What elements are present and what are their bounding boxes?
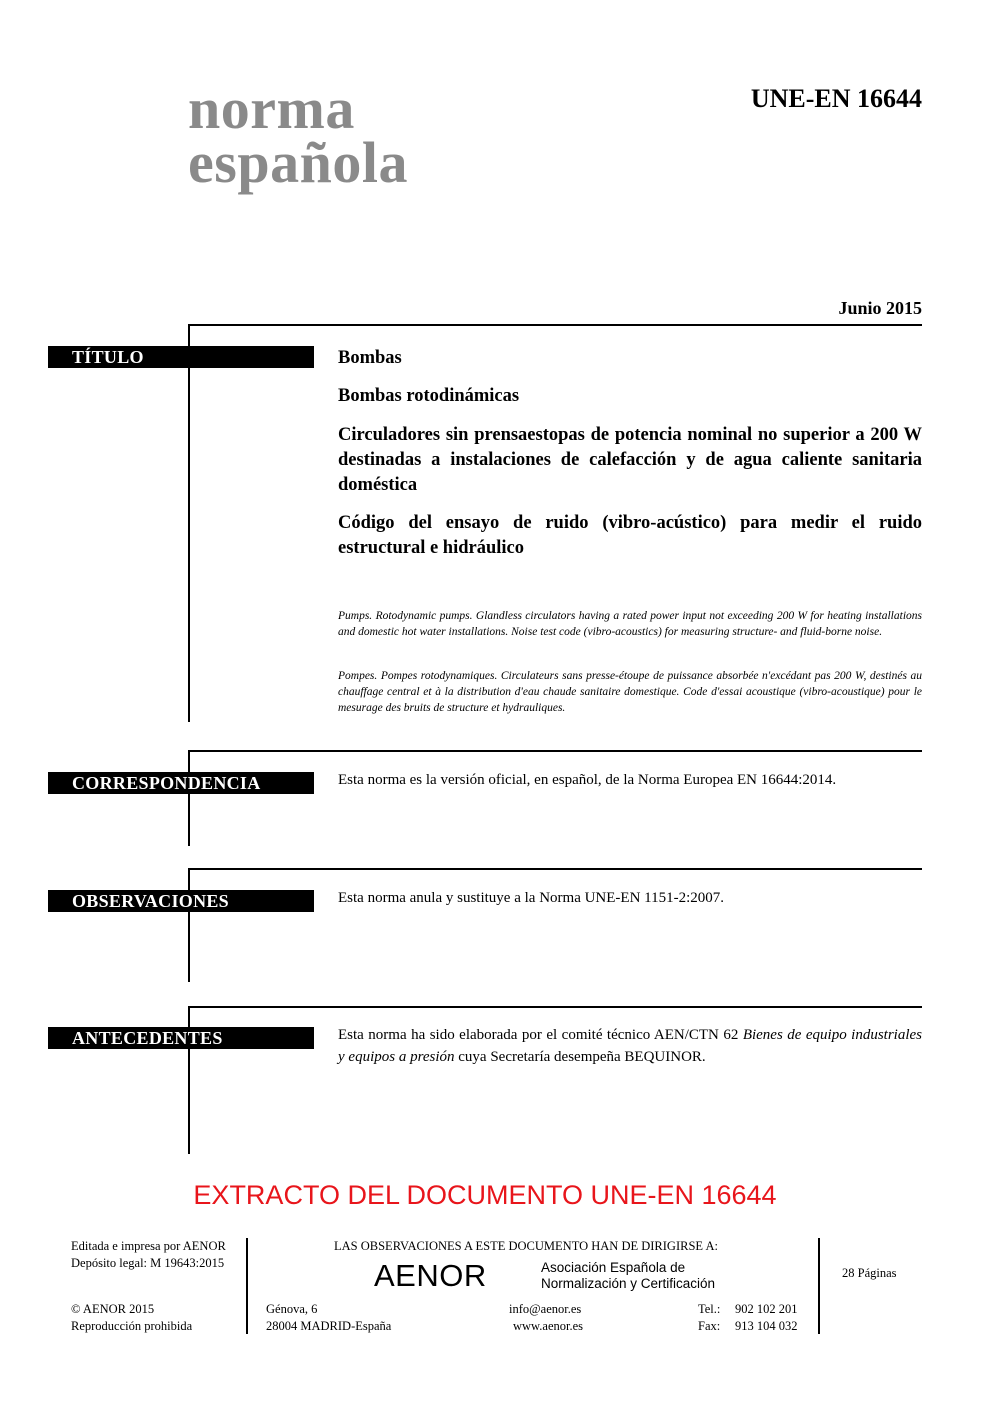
correspondencia-side-rule bbox=[188, 750, 190, 846]
footer-publisher bbox=[71, 1238, 226, 1272]
address-line-2: 28004 MADRID-España bbox=[266, 1319, 392, 1333]
brand-title bbox=[188, 76, 408, 195]
title-line-4: Código del ensayo de ruido (vibro-acústico) para medir el ruido estructural e hidráulico bbox=[338, 513, 922, 558]
antecedentes-text-part-1: Esta norma ha sido elaborada por el comité técnico AEN/CTN 62 bbox=[338, 1027, 743, 1043]
antecedentes-text-italic: Bienes de equipo industriales y equipos a presión bbox=[338, 1027, 923, 1065]
title-english: Pumps. Rotodynamic pumps. Glandless circulators having a rated power input not exceeding 200 W for heating installations and domestic hot water installations. Noise test code (vibro-acoustics) for measuring structure- and fluid-borne noise. bbox=[338, 610, 922, 638]
aenor-logo: AENOR bbox=[374, 1258, 487, 1293]
standard-code: UNE-EN 16644 bbox=[750, 84, 922, 113]
footer-copyright: © AENOR 2015 bbox=[71, 1302, 155, 1316]
brand-line-1: norma bbox=[188, 76, 355, 141]
observaciones-side-rule bbox=[188, 868, 190, 982]
assoc-line-2: Normalización y Certificación bbox=[541, 1276, 716, 1291]
antecedentes-text-part-2: cuya Secretaría desempeña BEQUINOR. bbox=[454, 1049, 706, 1065]
fax-label: Fax: bbox=[698, 1319, 721, 1333]
footer-reproduction: Reproducción prohibida bbox=[71, 1319, 193, 1333]
aenor-association bbox=[541, 1260, 715, 1292]
footer-edited: Editada e impresa por AENOR bbox=[71, 1239, 226, 1253]
tel-number: 902 102 201 bbox=[735, 1302, 798, 1316]
observaciones-label: OBSERVACIONES bbox=[48, 890, 314, 912]
tel-label: Tel.: bbox=[698, 1302, 721, 1316]
observaciones-top-rule bbox=[188, 868, 922, 870]
footer-divider-right bbox=[818, 1238, 820, 1334]
page-count: 28 Páginas bbox=[842, 1266, 897, 1280]
footer-contact bbox=[509, 1301, 583, 1335]
antecedentes-top-rule bbox=[188, 1006, 922, 1008]
footer-phone-numbers bbox=[735, 1301, 798, 1335]
antecedentes-text bbox=[338, 1024, 922, 1068]
publication-date: Junio 2015 bbox=[838, 298, 922, 318]
footer-email[interactable]: info@aenor.es bbox=[509, 1302, 582, 1316]
titulo-top-rule bbox=[188, 324, 922, 326]
brand-line-2: española bbox=[188, 130, 408, 195]
footer-observations-notice: LAS OBSERVACIONES A ESTE DOCUMENTO HAN DE DIRIGIRSE A: bbox=[334, 1239, 718, 1253]
title-line-1: Bombas bbox=[338, 348, 402, 368]
footer-divider-left bbox=[246, 1238, 248, 1334]
address-line-1: Génova, 6 bbox=[266, 1302, 318, 1316]
correspondencia-label: CORRESPONDENCIA bbox=[48, 772, 314, 794]
fax-number: 913 104 032 bbox=[735, 1319, 798, 1333]
footer-web[interactable]: www.aenor.es bbox=[513, 1319, 584, 1333]
correspondencia-top-rule bbox=[188, 750, 922, 752]
extract-notice: EXTRACTO DEL DOCUMENTO UNE-EN 16644 bbox=[193, 1180, 777, 1210]
title-french: Pompes. Pompes rotodynamiques. Circulateurs sans presse-étoupe de puissance absorbée n'excédant pas 200 W, destinés au chauffage central et à la distribution d'eau chaude sanitaire domestique. Code d'essai acoustique (vibro-acoustique) pour le mesurage des bruits de structure et hydrauliques. bbox=[338, 670, 922, 714]
footer-copyright-block bbox=[71, 1301, 192, 1335]
correspondencia-text: Esta norma es la versión oficial, en español, de la Norma Europea EN 16644:2014. bbox=[338, 772, 837, 788]
footer-address bbox=[266, 1301, 391, 1335]
antecedentes-label: ANTECEDENTES bbox=[48, 1027, 314, 1049]
title-line-2: Bombas rotodinámicas bbox=[338, 386, 520, 406]
observaciones-text: Esta norma anula y sustituye a la Norma UNE-EN 1151-2:2007. bbox=[338, 890, 725, 906]
assoc-line-1: Asociación Española de bbox=[541, 1260, 686, 1275]
footer-deposit: Depósito legal: M 19643:2015 bbox=[71, 1256, 225, 1270]
footer-phone-labels bbox=[698, 1301, 720, 1335]
title-line-3: Circuladores sin prensaestopas de potencia nominal no superior a 200 W destinadas a instalaciones de calefacción y de agua caliente sanitaria doméstica bbox=[338, 425, 922, 495]
titulo-side-rule bbox=[188, 324, 190, 722]
titulo-label: TÍTULO bbox=[48, 346, 314, 368]
